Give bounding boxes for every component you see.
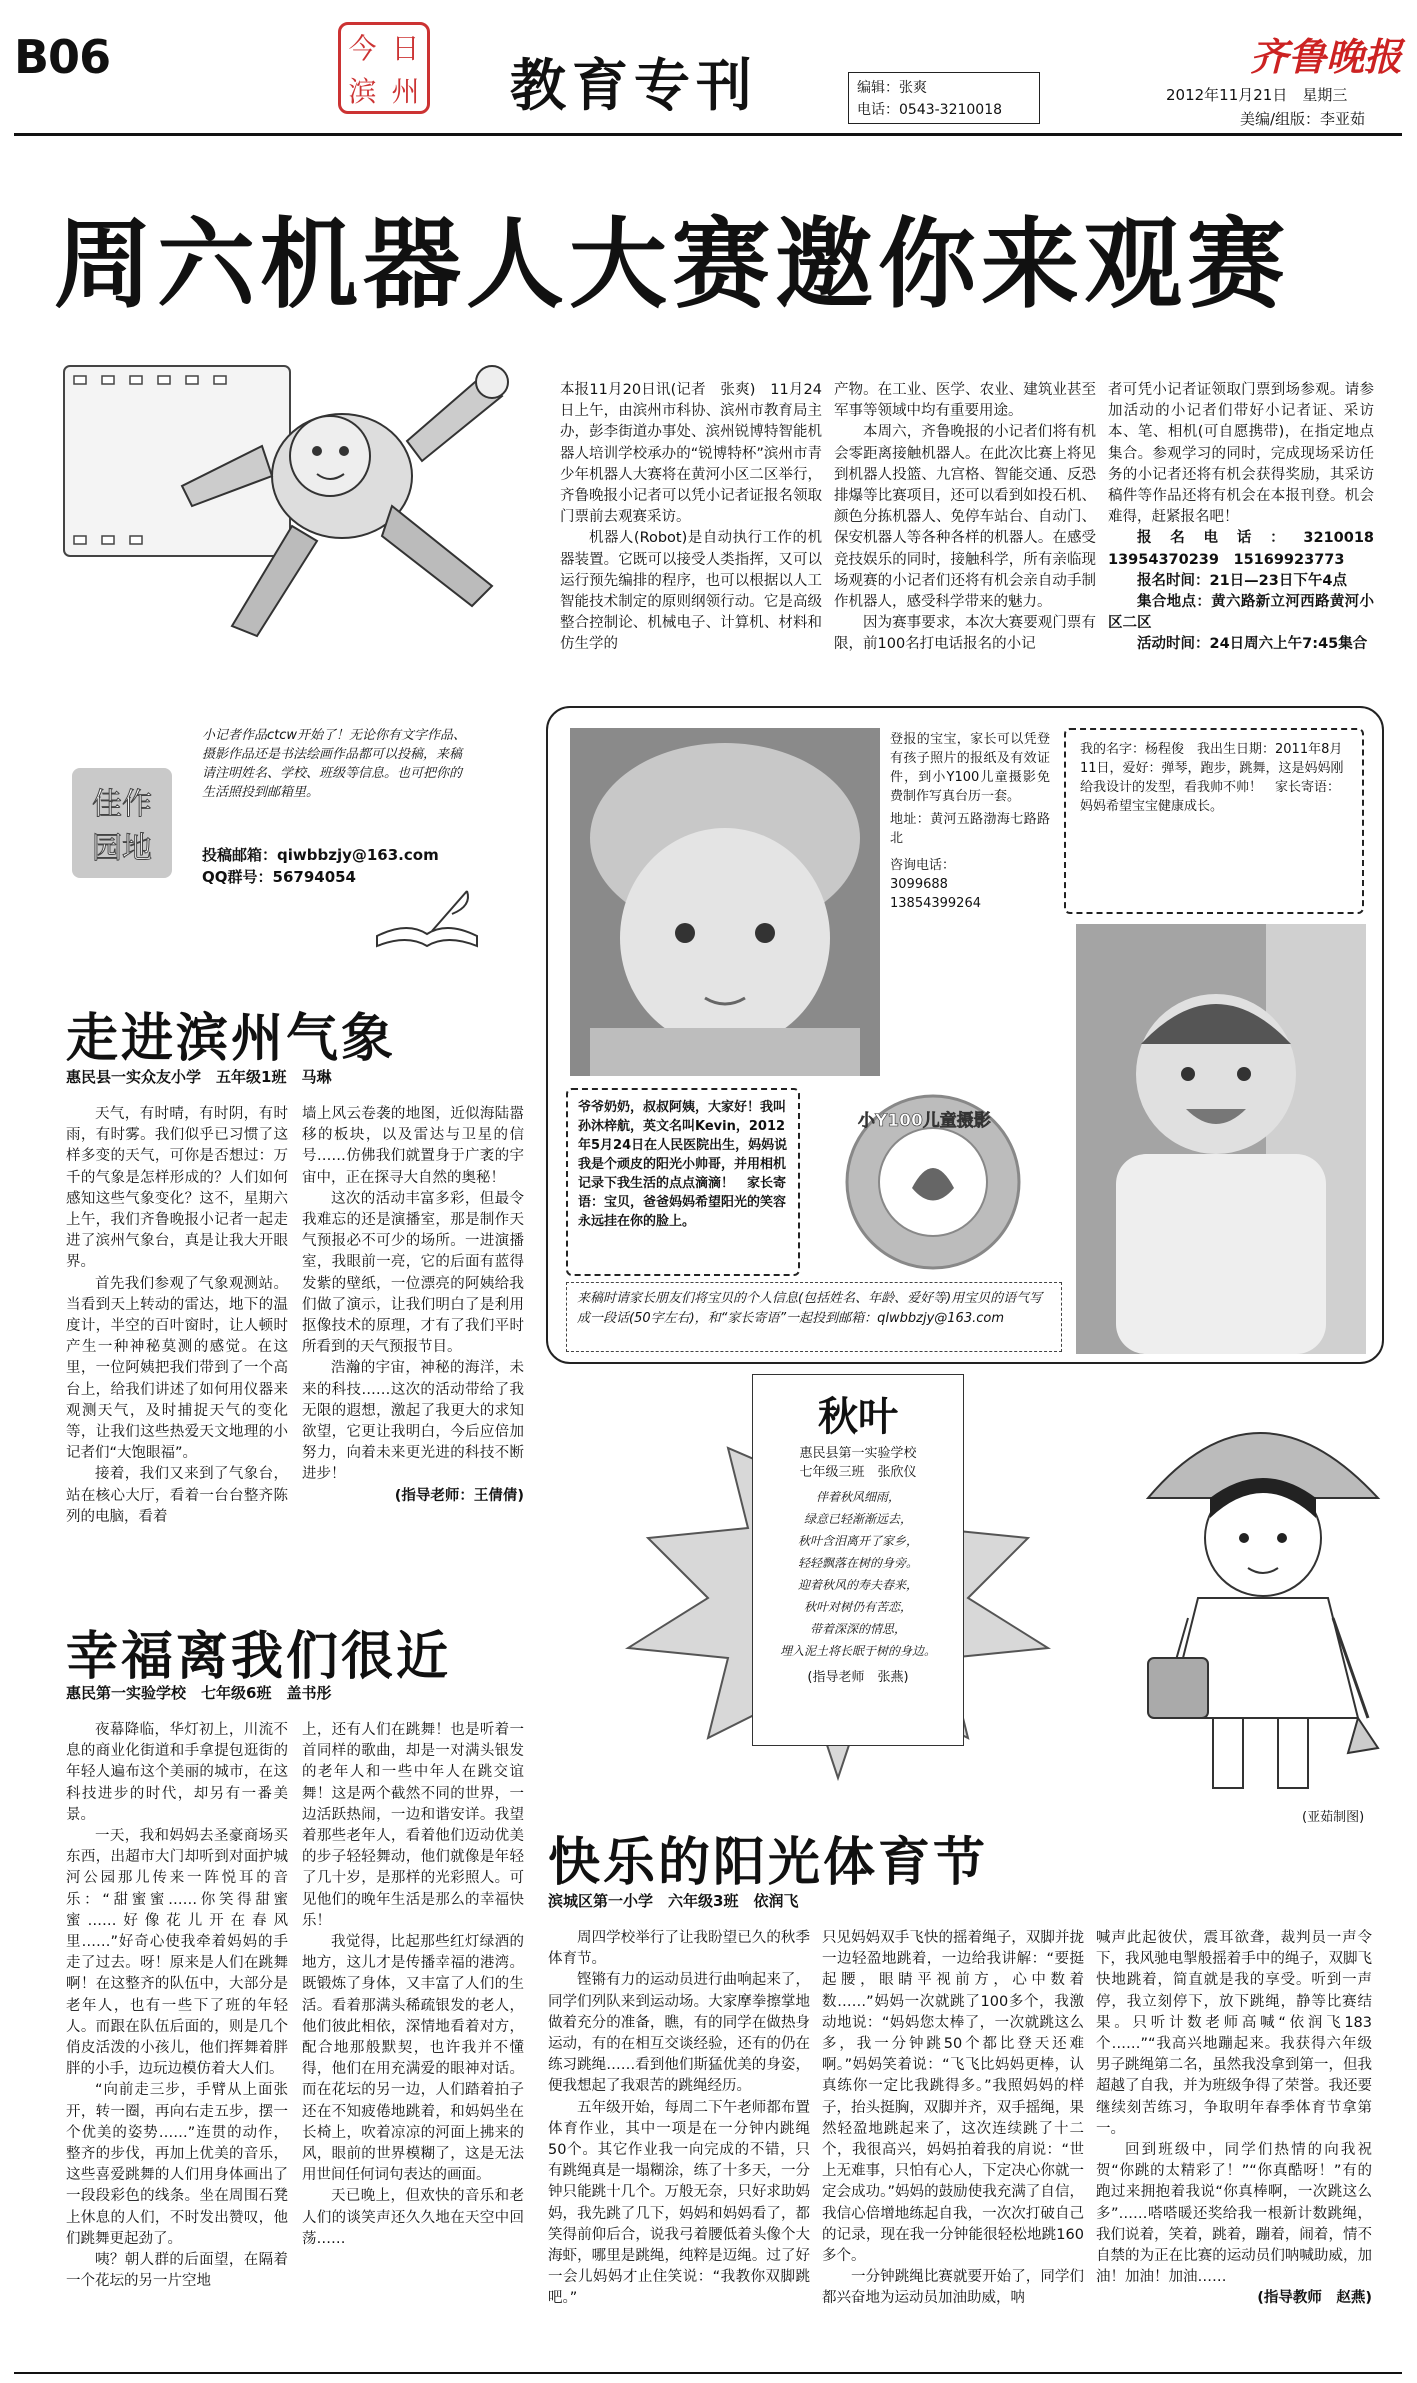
article-byline: 惠民第一实验学校 七年级6班 盖书彤 — [66, 1684, 332, 1702]
article-paragraph: 我觉得，比起那些红灯绿酒的地方，这儿才是传播幸福的港湾。既锻炼了身体，又丰富了人们的生活。看着那满头稀疏银发的老人，他们彼此相依，深情地看着对方，配合地那般默契，也许我并不懂得，他们在用充满爱的眼神对话。而在花坛的另一边，人们踏着拍子还在不知疲倦地跳着，和妈妈坐在长椅上，吹着凉凉的河面上拂来的风，眼前的世界模糊了，这是无法用世间任何词句表达的画面。 — [302, 1934, 524, 2184]
article-paragraph: 五年级开始，每周二下午老师都布置体育作业，其中一项是在一分钟内跳绳50个。其它作业我一向完成的不错，只有跳绳真是一塌糊涂，练了十多天，一分钟只能跳十几个。万般无奈，只好求助妈妈，我先跳了几下，妈妈和妈妈看了，都笑得前仰后合，说我弓着腰低着头像个大海虾，哪里是跳绳，纯粹是迈绳。过了好一会儿妈妈才止住笑说：“我教你双脚跳吧。” — [548, 2099, 810, 2307]
logo-char: 日 — [391, 31, 420, 65]
lead-column — [834, 380, 1096, 680]
poem-line: 秋叶含泪离开了家乡， — [797, 1534, 918, 1548]
article-paragraph: 天已晚上，但欢快的音乐和老人们的谈笑声还久久地在天空中回荡…… — [302, 2188, 524, 2247]
poem-author: 七年级三班 张欣仪 — [799, 1465, 917, 1480]
article-paragraph: 浩瀚的宇宙，神秘的海洋，未来的科技……这次的活动带给了我无限的遐想，激起了我更大的求知欲望，它更让我明白，今后应倍加努力，向着未来更光进的科技不断进步！ — [302, 1360, 524, 1483]
header-rule — [14, 133, 1402, 136]
poem-school: 惠民县第一实验学校 — [799, 1446, 917, 1461]
lead-paragraph: 机器人(Robot)是自动执行工作的机器装置。它既可以接受人类指挥，又可以运行预先编排的程序，也可以根据以人工智能技术制定的原则纲领行动。它是高级整合控制论、机械电子、计算机、材料和仿生学的 — [560, 530, 822, 653]
badge-line: 佳作 — [92, 787, 152, 822]
logo-char: 州 — [391, 74, 420, 108]
lead-location: 集合地点：黄六路新立河西路黄河小区二区 — [1108, 594, 1374, 632]
designer: 美编/组版：李亚茹 — [1240, 110, 1366, 128]
baby-tel: 3099688 — [890, 877, 948, 892]
editor-box — [848, 72, 1040, 124]
poem-line: 带着深深的情思， — [809, 1622, 906, 1636]
article-paragraph: 回到班级中，同学们热情的向我祝贺“你跳的太精彩了！”“你真酷呀！”有的跑过来拥抱着我说“你真棒啊，一次跳这么多”……嗒嗒暖还奖给我一根新计数跳绳，我们说着，笑着，跳着，蹦着，闹着，情不自禁的为正在比赛的运动员们呐喊助威，加油！加油！加油…… — [1096, 2142, 1372, 2286]
article-paragraph: 一分钟跳绳比赛就要开始了，同学们都兴奋地为运动员加油助威，呐 — [822, 2269, 1084, 2307]
baby-caption-1: 爷爷奶奶，叔叔阿姨，大家好！我叫孙沐梓航，英文名叫Kevin，2012年5月24日在人民医院出生，妈妈说我是个顽皮的阳光小帅哥，并用相机记录下我生活的点点滴滴！ 家长寄语：宝贝，爸爸妈妈希望阳光的笑容永远挂在你的脸上。 — [566, 1088, 800, 1276]
article-paragraph: 咦？朝人群的后面望，在隔着一个花坛的另一片空地 — [66, 2252, 288, 2290]
lead-column — [1108, 380, 1389, 680]
page-number: B06 — [14, 30, 111, 84]
baby-note: 来稿时请家长朋友们将宝贝的个人信息(包括姓名、年龄、爱好等)用宝贝的语气写成一段话(50字左右)，和“家长寄语”一起投到邮箱：qlwbbzjy@163.com — [566, 1282, 1062, 1352]
lead-paragraph: 本报11月20日讯(记者 张爽) 11月24日上午，由滨州市科协、滨州市教育局主办，彭李街道办事处、滨州锐博特智能机器人培训学校承办的“锐博特杯”滨州市青少年机器人大赛将在黄河小区二区举行，齐鲁晚报小记者可以凭小记者证报名领取门票前去观赛采访。 — [560, 382, 822, 526]
book-quill-icon — [372, 886, 482, 960]
issue-date: 2012年11月21日 星期三 — [1166, 86, 1348, 104]
poem-line: 轻轻飘落在树的身旁。 — [797, 1556, 918, 1570]
studio-logo — [812, 1088, 1054, 1276]
article-column — [66, 1720, 288, 2364]
poem-line: 秋叶对树仍有苦恋， — [803, 1600, 912, 1614]
baby-address: 地址：黄河五路渤海七路路北 — [890, 812, 1050, 846]
baby-info — [890, 730, 1050, 913]
section-title: 教育专刊 — [510, 53, 758, 119]
studio-name: 小Y100儿童摄影 — [858, 1111, 991, 1131]
editor-phone: 电话：0543-3210018 — [857, 102, 1003, 118]
baby-photo-1 — [570, 728, 880, 1076]
poem-title: 秋叶 — [818, 1393, 898, 1440]
article-paragraph: 喊声此起彼伏，震耳欲聋，裁判员一声令下，我风驰电掣般摇着手中的绳子，双脚飞快地跳着，简直就是我的享受。听到一声停，我立刻停下，放下跳绳，静等比赛结果。只听计数老师高喊“依润飞183个……”“我高兴地蹦起来。我获得六年级男子跳绳第二名，虽然我没拿到第一，但我超越了自我，并为班级争得了荣誉。我还要继续刻苦练习，争取明年春季体育节拿第一。 — [1096, 1930, 1372, 2137]
poem-line: 伴着秋风细雨， — [815, 1490, 900, 1504]
footer-rule — [14, 2372, 1402, 2374]
baby-promo: 登报的宝宝，家长可以凭登有孩子照片的报纸及有效证件，到小Y100儿童摄影免费制作写真台历一套。 — [890, 732, 1050, 804]
article-byline: 滨城区第一小学 六年级3班 依润飞 — [548, 1892, 799, 1910]
lead-paragraph: 者可凭小记者证领取门票到场参观。请参加活动的小记者们带好小记者证、采访本、笔、相机(可自愿携带)，在指定地点集合。参观学习的同时，完成现场采访任务的小记者还将有机会获得奖励，其采访稿件等作品还将有机会在本报刊登。机会难得，赶紧报名吧！ — [1108, 382, 1374, 526]
submission-email: 投稿邮箱：qiwbbzjy@163.com — [202, 846, 439, 864]
illustration-credit: (亚茹制图) — [1302, 1810, 1365, 1825]
article-paragraph: 首先我们参观了气象观测站。当看到天上转动的雷达，地下的温度计，半空的百叶窗时，让人顿时产生一种神秘莫测的感觉。在这里，一位阿姨把我们带到了一个高台上，给我们讲述了如何用仪器来观测天气，及时捕捉天气的变化等，让我们这些热爱天文地理的小记者们“大饱眼福”。 — [66, 1275, 288, 1462]
section-logo — [338, 22, 430, 114]
submission-text: 小记者作品ctcw开始了！无论你有文字作品、摄影作品还是书法绘画作品都可以投稿，来稿请注明姓名、学校、班级等信息。也可把你的生活照投到邮箱里。 — [202, 728, 467, 800]
submission-qq: QQ群号：56794054 — [202, 868, 356, 886]
article-title: 快乐的阳光体育节 — [548, 1833, 989, 1893]
baby-photo-2 — [1076, 924, 1366, 1354]
lead-contact: 报名电话：3210018 13954370239 15169923773 — [1108, 530, 1389, 568]
poem-line: 迎着秋风的寿夫春来， — [797, 1578, 918, 1592]
poem-line: 绿意已轻渐渐远去， — [803, 1512, 912, 1526]
logo-char: 滨 — [348, 74, 377, 108]
baby-tel: 13854399264 — [890, 896, 981, 911]
article-column — [548, 1928, 810, 2366]
lead-column — [560, 380, 822, 680]
lead-paragraph: 产物。在工业、医学、农业、建筑业甚至军事等领域中均有重要用途。 — [834, 382, 1096, 420]
paper-logo: 齐鲁晚报 — [1250, 34, 1403, 79]
robot-figure — [62, 336, 542, 676]
poem-teacher: (指导老师 张燕) — [807, 1670, 909, 1685]
logo-char: 今 — [348, 31, 377, 65]
article-paragraph: “向前走三步，手臂从上面张开，转一圈，再向右走五步，摆一个优美的姿势……”连贯的动作，整齐的步伐，再加上优美的音乐，这些喜爱跳舞的人们用身体画出了一段段彩色的线条。坐在周围石凳上休息的人们，不时发出赞叹，他们跳舞更起劲了。 — [66, 2082, 288, 2247]
article-column — [302, 1104, 524, 1606]
article-teacher: (指导老师：王倩倩) — [394, 1487, 524, 1504]
lead-headline: 周六机器人大赛邀你来观赛 — [54, 208, 1291, 322]
badge-line: 园地 — [92, 831, 152, 866]
poem-box — [752, 1374, 964, 1746]
lead-activity-time: 活动时间：24日周六上午7:45集合 — [1137, 636, 1368, 653]
baby-tel-label: 咨询电话： — [890, 858, 956, 873]
article-paragraph: 这次的活动丰富多彩，但最令我难忘的还是演播室，那是制作天气预报必不可少的场所。一进演播室，我眼前一亮，它的后面有蓝得发紫的壁纸，一位漂亮的阿姨给我们做了演示，让我们明白了是利用抠像技术的原理，才有了我们平时所看到的天气预报节目。 — [302, 1190, 524, 1356]
submission-box — [72, 726, 472, 952]
article-paragraph: 接着，我们又来到了气象台，站在核心大厅，看着一台台整齐陈列的电脑，看着 — [66, 1466, 288, 1525]
lead-paragraph: 因为赛事要求，本次大赛要观门票有限，前100名打电话报名的小记 — [834, 615, 1096, 653]
article-paragraph: 墙上风云卷袭的地图，近似海陆嚣移的板块，以及雷达与卫星的信号……仿佛我们就置身于广袤的宇宙中，正在探寻大自然的奥秘！ — [302, 1106, 524, 1186]
article-paragraph: 天气，有时晴，有时阴，有时雨，有时雾。我们似乎已习惯了这样多变的天气，可你是否想过：万千的气象是怎样形成的？人们如何感知这些气象变化？这不，星期六上午，我们齐鲁晚报小记者一起走进了滨州气象台，真是让我大开眼界。 — [66, 1106, 288, 1271]
lead-paragraph: 本周六，齐鲁晚报的小记者们将有机会零距离接触机器人。在此次比赛上将见到机器人投篮、九宫格、智能交通、反恐排爆等比赛项目，还可以看到如投石机、颜色分拣机器人、免停车站台、自动门、保安机器人等各种各样的机器人。在感受竞技娱乐的同时，接触科学，所有亲临现场观赛的小记者们还将有机会亲自动手制作机器人，感受科学带来的魅力。 — [834, 424, 1096, 611]
article-paragraph: 铿锵有力的运动员进行曲响起来了，同学们列队来到运动场。大家摩拳擦掌地做着充分的准备，瞧，有的同学在做热身运动，有的在相互交谈经验，还有的仍在练习跳绳……看到他们斯猛优美的身姿，便我想起了我艰苦的跳绳经历。 — [548, 1972, 810, 2095]
editor: 编辑：张爽 — [857, 80, 927, 96]
girl-illustration — [1118, 1388, 1398, 1808]
article-paragraph: 只见妈妈双手飞快的摇着绳子，双脚并拢一边轻盈地跳着，一边给我讲解：“要挺起腰，眼睛平视前方，心中数着数……”妈妈一次就跳了100多个，我激动地说：“妈妈您太棒了，一次就跳这么多，我一分钟跳50个都比登天还难啊。”妈妈笑着说：“飞飞比妈妈更棒，认真练你一定比我跳得多。”我照妈妈的样子，抬头挺胸，双脚并齐，双手摇绳，果然轻盈地跳起来了，这次连续跳了十二个，我很高兴，妈妈拍着我的肩说：“世上无难事，只怕有心人，下定决心你就一定会成功。”妈妈的鼓励使我充满了自信，我信心倍增地练起自我，一次次打破自己的记录，现在我一分钟能很轻松地跳160多个。 — [822, 1930, 1084, 2265]
article-byline: 惠民县一实众友小学 五年级1班 马琳 — [66, 1068, 332, 1086]
article-paragraph: 上，还有人们在跳舞！也是听着一首同样的歌曲，却是一对满头银发的老年人和一些中年人在跳交谊舞！这是两个截然不同的世界，一边活跃热闹，一边和谐安详。我望着那些老年人，看着他们迈动优美的步子轻轻舞动，他们就像是年轻了几十岁，是那样的光彩照人。可见他们的晚年生活是那么的幸福快乐！ — [302, 1722, 524, 1929]
poem-line: 埋入泥土将长眠于树的身边。 — [779, 1644, 936, 1658]
article-title: 走进滨州气象 — [66, 1009, 397, 1069]
article-column — [822, 1928, 1084, 2366]
article-column — [66, 1104, 288, 1606]
article-paragraph: 周四学校举行了让我盼望已久的秋季体育节。 — [548, 1930, 810, 1968]
article-teacher: (指导教师 赵燕) — [1257, 2290, 1372, 2307]
article-paragraph: 一天，我和妈妈去圣豪商场买东西，出超市大门却听到对面护城河公园那儿传来一阵悦耳的音乐：“甜蜜蜜……你笑得甜蜜蜜……好像花儿开在春风里……”好奇心使我牵着妈妈的手走了过去。呀！原来是人们在跳舞啊！在这整齐的队伍中，大部分是老年人，也有一些下了班的年轻人。而跟在队伍后面的，则是几个俏皮活泼的小孩儿，他们挥舞着胖胖的小手，边玩边模仿着大人们。 — [66, 1828, 288, 2078]
lead-time: 报名时间：21日—23日下午4点 — [1137, 572, 1347, 589]
article-paragraph: 夜幕降临，华灯初上，川流不息的商业化街道和手拿提包逛街的年轻人遍布这个美丽的城市，在这科技进步的时代，却另有一番美景。 — [66, 1722, 288, 1823]
article-column — [1096, 1928, 1372, 2366]
article-column — [302, 1720, 524, 2364]
baby-caption-2: 我的名字：杨程俊 我出生日期：2011年8月11日，爱好：弹琴，跑步，跳舞，这是妈妈刚给我设计的发型，看我帅不帅！ 家长寄语：妈妈希望宝宝健康成长。 — [1064, 728, 1364, 914]
article-title: 幸福离我们很近 — [66, 1627, 452, 1687]
submission-badge — [72, 768, 172, 878]
